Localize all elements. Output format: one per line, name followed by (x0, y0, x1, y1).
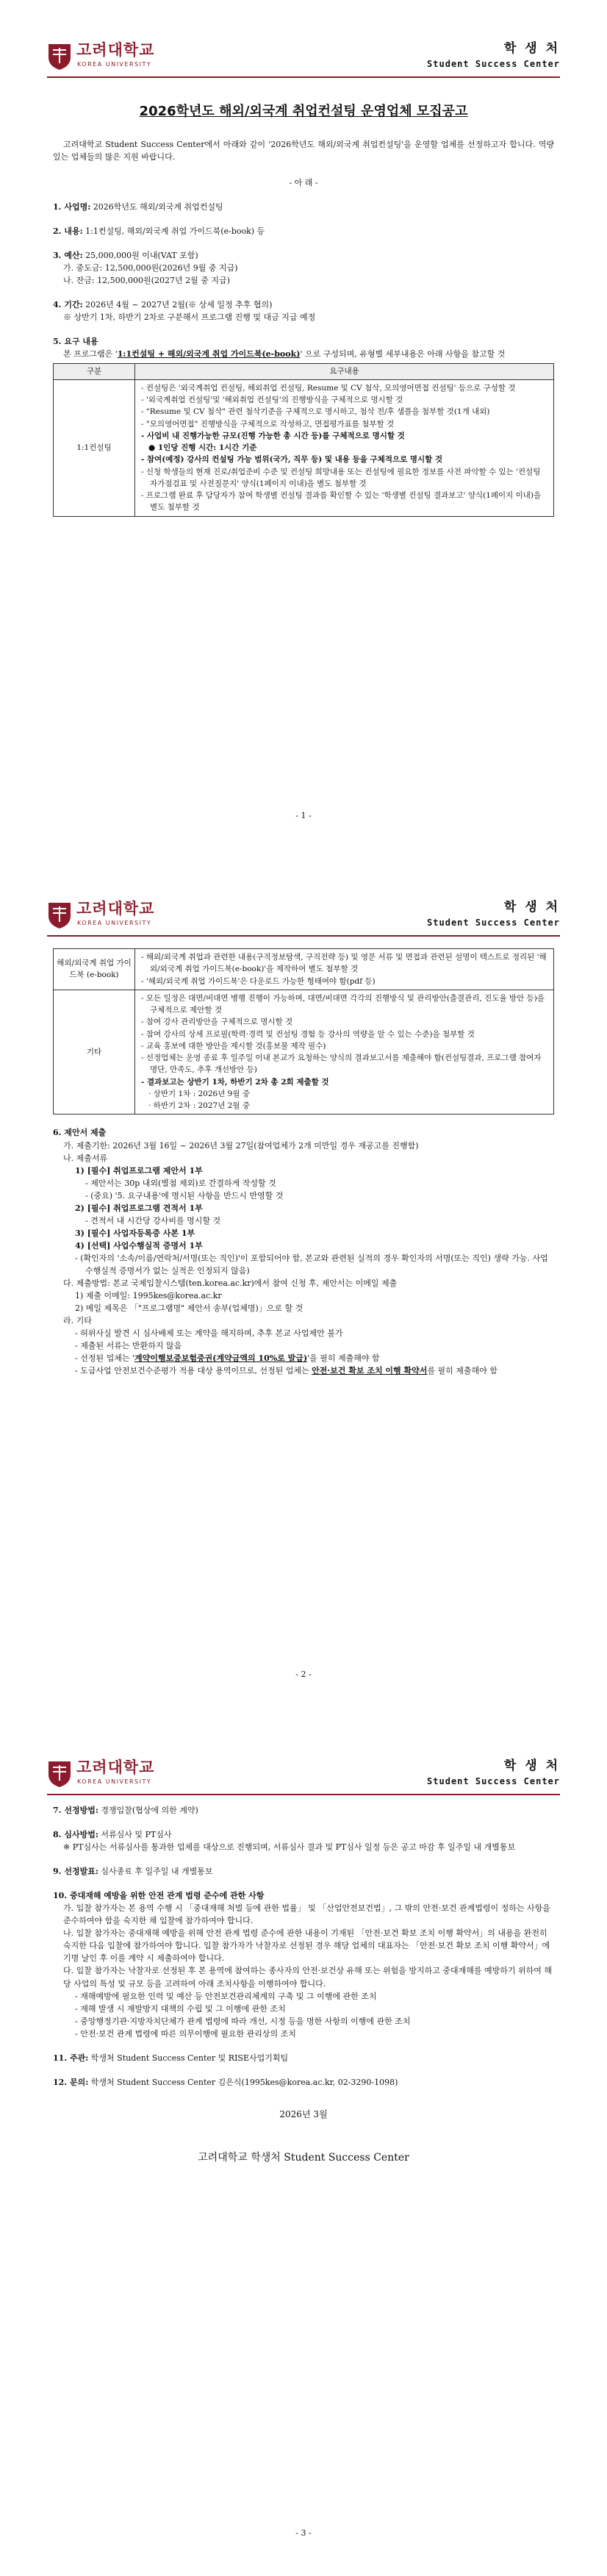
list-item: - 해외/외국계 취업과 관련한 내용(구직정보탐색, 구직전략 등) 및 영문 서류 및 면접과 관련된 설명이 텍스트로 정리된 '해외/외국계 취업 가이드북(e-book)'을 제작하여 별도 첨부할 것 (141, 953, 547, 974)
page-3 (0, 1717, 607, 2576)
list-item: - '해외/외국계 취업 가이드북'은 다운로드 가능한 형태여야 함(pdf 등) (141, 976, 376, 986)
section-6-c1: 1) 제출 이메일: 1995kes@korea.ac.kr (75, 1291, 222, 1301)
section-6-b4: 4) [선택] 사업수행실적 증명서 1부 (75, 1240, 203, 1251)
section-10-title: 10. 중대재해 예방을 위한 안전 관계 법령 준수에 관한 사항 (53, 1891, 265, 1901)
section-6-d1: - 허위사실 발견 시 심사배제 또는 계약을 해지하며, 추후 본교 사업제안 불가 (75, 1328, 343, 1339)
section-10-b: 나. 입찰 참가자는 중대재해 예방을 위해 안전 관계 법령 준수에 관한 내용이 기재된 「안전·보건 확보 조치 이행 확약서」의 내용을 완전히 숙지한 다음 입찰에 참가하여야 합니다. 입찰 참가자가 낙찰자로 선정된 경우 해당 업체의 대표자는 「안전·보건 확보 조치 이행 확약서」에 기명 날인 후 이를 계약 시 제출하여야 합니다. (63, 1928, 550, 1964)
table-row (54, 379, 554, 516)
page-title: 2026학년도 해외/외국계 취업컨설팅 운영업체 모집공고 (139, 104, 468, 119)
list-item: - 참여 강사 관리방안을 구체적으로 명시할 것 (141, 1017, 293, 1027)
section-1: 1. 사업명: 2026학년도 해외/외국계 취업컨설팅 (53, 202, 223, 212)
section-6-d4: - 도급사업 안전보건수준평가 적용 대상 용역이므로, 선정된 업체는 안전·보건 확보 조치 이행 확약서를 필히 제출해야 함 (75, 1366, 498, 1376)
announcement-date: 2026년 3월 (279, 2108, 328, 2119)
office-name-korean: 학 생 처 (503, 1759, 560, 1773)
section-6-c: 다. 제출방법: 본교 국제입찰시스템(ten.korea.ac.kr)에서 참여 신청 후, 제안서는 이메일 제출 (63, 1278, 398, 1289)
table-row (54, 949, 554, 990)
section-3: 3. 예산: 25,000,000원 이내(VAT 포함) (53, 251, 198, 261)
row-details (135, 990, 554, 1115)
section-5-intro: 본 프로그램은 '1:1컨설팅 + 해외/외국계 취업 가이드북(e-book)' 으로 구성되며, 유형별 세부내용은 아래 사항을 참고할 것 (63, 349, 506, 359)
section-6-b2-i: - 견적서 내 시간당 강사비를 명시할 것 (85, 1215, 221, 1226)
table-header-requirements: 요구내용 (135, 364, 554, 379)
list-item: - "모의영어면접" 진행방식을 구체적으로 작성하고, 면접평가표를 첨부할 것 (141, 419, 395, 429)
section-7: 7. 선정방법: 경쟁입찰(협상에 의한 계약) (53, 1806, 198, 1815)
table-row (54, 990, 554, 1115)
logo-korean: 고려대학교 (76, 1759, 155, 1776)
section-6-d: 라. 기타 (63, 1316, 92, 1326)
page-header (47, 38, 560, 78)
logo-english: KOREA UNIVERSITY (77, 1778, 152, 1785)
university-logo (47, 1756, 194, 1789)
section-6-title: 6. 제안서 제출 (53, 1128, 107, 1138)
university-logo (47, 897, 194, 931)
section-6-c2: 2) 메일 제목은 「"프로그램명" 제안서 송부(업체명)」으로 할 것 (75, 1303, 304, 1314)
list-item: ● 1인당 진행 시간: 1시간 기준 (148, 443, 257, 453)
section-8: 8. 심사방법: 서류심사 및 PT심사 (53, 1830, 172, 1840)
row-details (135, 379, 554, 516)
list-item: - 모든 일정은 대면/비대면 병행 진행이 가능하며, 대면/비대면 각각의 진행방식 및 관리방안(출결관리, 진도율 방안 등)을 구체적으로 제안할 것 (141, 993, 545, 1015)
section-8-note: ※ PT심사는 서류심사를 통과한 업체를 대상으로 진행되며, 서류심사 결과 및 PT심사 일정 등은 공고 마감 후 일주일 내 개별통보 (63, 1842, 516, 1853)
crest-icon (47, 1759, 72, 1788)
intro-paragraph: 고려대학교 Student Success Center에서 아래와 같이 '2026학년도 해외/외국계 취업컨설팅'을 운영할 업체를 선정하고자 합니다. 역량 있는 업체들의 많은 지원 바랍니다. (53, 139, 554, 162)
logo-english: KOREA UNIVERSITY (77, 61, 152, 68)
list-item: - 참여(예정) 강사의 컨설팅 가능 범위(국가, 직무 등) 및 내용 등을 구체적으로 명시할 것 (141, 455, 443, 465)
logo-english: KOREA UNIVERSITY (77, 920, 152, 926)
section-6-b3: 3) [필수] 사업자등록증 사본 1부 (75, 1228, 195, 1238)
list-item: - 선정업체는 운영 종료 후 일주일 이내 본교가 요청하는 양식의 결과보고서를 제출해야 함(컨설팅결과, 프로그램 참여자 명단, 만족도, 추후 개선방안 등) (141, 1053, 542, 1075)
section-10-c: 다. 입찰 참가자는 낙찰자로 선정된 후 본 용역에 참여하는 종사자의 안전·보건상 유해 또는 위험을 방지하고 중대재해를 예방하기 위하여 해당 사업의 특성 및 규모 등을 고려하여 아래 조치사항을 이행하여야 합니다. (63, 1966, 552, 1989)
list-item: - "Resume 및 CV 첨삭" 관련 첨삭기준을 구체적으로 명시하고, 첨삭 전/후 샘플을 첨부할 것(1개 내외) (141, 407, 490, 417)
section-4: 4. 기간: 2026년 4월 ~ 2027년 2월(※ 상세 일정 추후 협의) (53, 300, 273, 310)
list-item: - 사업비 내 진행가능한 규모(진행 가능한 총 시간 등)를 구체적으로 명시할 것 (141, 431, 405, 440)
section-11: 11. 주관: 학생처 Student Success Center 및 RISE사업기획팀 (53, 2053, 289, 2063)
office-name-english: Student Success Center (427, 1776, 560, 1786)
page-2 (0, 859, 607, 1717)
list-item: - 프로그램 완료 후 담당자가 참여 학생별 컨설팅 결과를 확인할 수 있는 '학생별 컨설팅 결과보고' 양식(1페이지 이내)을 별도 첨부할 것 (141, 491, 542, 512)
crest-icon (47, 900, 72, 929)
section-12: 12. 문의: 학생처 Student Success Center 김은식(1995kes@korea.ac.kr, 02-3290-1098) (53, 2077, 398, 2087)
list-item: - 재해예방에 필요한 인력 및 예산 등 안전보건관리체계의 구축 및 그 이행에 관한 조치 (75, 1991, 377, 2001)
list-item: - 안전·보건 관계 법령에 따른 의무이행에 필요한 관리상의 조치 (75, 2028, 296, 2039)
row-category: 기타 (54, 990, 135, 1115)
section-4-note: ※ 상반기 1차, 하반기 2차로 구분해서 프로그램 진행 및 대금 지급 예정 (63, 312, 316, 323)
table-header-category: 구분 (54, 364, 135, 379)
section-6-b1: 1) [필수] 취업프로그램 제안서 1부 (75, 1165, 203, 1176)
page-header (47, 1756, 560, 1795)
list-item: · 상반기 1차 : 2026년 9월 중 (148, 1089, 250, 1098)
requirements-table (53, 363, 554, 516)
section-3-a: 가. 중도금: 12,500,000원(2026년 9월 중 지급) (63, 263, 238, 273)
list-item: - 재해 발생 시 재발방지 대책의 수립 및 그 이행에 관한 조치 (75, 2003, 286, 2014)
office-name-english: Student Success Center (427, 59, 560, 69)
section-6-a: 가. 제출기한: 2026년 3월 16일 ~ 2026년 3월 27일(참여업체가 2개 미만일 경우 재공고를 진행함) (63, 1140, 419, 1151)
section-9: 9. 선정발표: 심사종료 후 일주일 내 개별통보 (53, 1867, 213, 1877)
list-item: - 신청 학생들의 현재 진로/취업준비 수준 및 컨설팅 희망내용 또는 컨설팅에 필요한 정보를 사전 파악할 수 있는 '컨설팅 자가점검표 및 사전질문지' 양식(1페이지 이내)을 별도 첨부할 것 (141, 467, 541, 488)
office-name-korean: 학 생 처 (503, 41, 560, 56)
section-6-b: 나. 제출서류 (63, 1153, 108, 1163)
list-item: - 교육 홍보에 대한 방안을 제시할 것(홍보물 제작 필수) (141, 1041, 326, 1051)
logo-korean: 고려대학교 (76, 900, 155, 917)
row-category: 해외/외국계 취업 가이드북 (e-book) (54, 949, 135, 990)
list-item: - 결과보고는 상반기 1차, 하반기 2차 총 2회 제출할 것 (141, 1077, 329, 1087)
page-header (47, 897, 560, 937)
row-category: 1:1컨설팅 (54, 379, 135, 516)
section-6-d2: - 제출된 서류는 반환하지 않음 (75, 1341, 182, 1351)
section-6-b2: 2) [필수] 취업프로그램 견적서 1부 (75, 1203, 203, 1213)
list-item: - '외국계취업 컨설팅'및 '해외취업 컨설팅'의 진행방식을 구체적으로 명시할 것 (141, 395, 403, 404)
page-number: - 1 - (295, 810, 312, 820)
list-item: - 컨설팅은 '외국계취업 컨설팅, 해외취업 컨설팅, Resume 및 CV 첨삭, 모의영어면접 컨설팅' 등으로 구성할 것 (141, 383, 516, 393)
section-2: 2. 내용: 1:1컨설팅, 해외/외국계 취업 가이드북(e-book) 등 (53, 226, 265, 237)
section-5-title: 5. 요구 내용 (53, 337, 98, 347)
logo-korean: 고려대학교 (76, 41, 155, 59)
list-item: - 중앙행정기관·지방자치단체가 관계 법령에 따라 개선, 시정 등을 명한 사항의 이행에 관한 조치 (75, 2016, 411, 2026)
office-name-english: Student Success Center (427, 917, 560, 928)
crest-icon (47, 41, 72, 71)
requirements-table-continued (53, 948, 554, 1115)
issuing-organization: 고려대학교 학생처 Student Success Center (198, 2152, 409, 2164)
section-6-d3: - 선정된 업체는 '계약이행보증보험증권(계약금액의 10%로 발급)'을 필히 제출해야 함 (75, 1353, 380, 1364)
section-6-b4-i: - (확인자의 '소속/이름/연락처/서명(또는 직인)'이 포함되어야 함, 본교와 관련된 실적의 경우 확인자의 서명(또는 직인) 생략 가능. 사업수행실적 증명서가 없는 실적은 인정되지 않음) (75, 1253, 548, 1276)
section-10-a: 가. 입찰 참가자는 본 용역 수행 시 「중대재해 처벌 등에 관한 법률」 및 「산업안전보건법」, 그 밖의 안전·보건 관계법령이 정하는 사항을 준수하여야 함을 숙지한 채 입찰에 참가하여야 합니다. (63, 1903, 550, 1926)
section-6-b1-i: - 제안서는 30p 내외(별첨 제외)로 간결하게 작성할 것 (85, 1178, 276, 1188)
page-number: - 3 - (295, 2527, 312, 2538)
below-marker: - 아 래 - (289, 177, 318, 187)
list-item: - 참여 강사의 상세 프로필(학력·경력 및 컨설팅 경험 등 강사의 역량을 알 수 있는 수준)을 첨부할 것 (141, 1029, 475, 1039)
page-1 (0, 0, 607, 859)
list-item: · 하반기 2차 : 2027년 2월 중 (148, 1101, 250, 1111)
section-3-b: 나. 잔금: 12,500,000원(2027년 2월 중 지급) (63, 276, 230, 286)
row-details (135, 949, 554, 990)
office-name-korean: 학 생 처 (503, 900, 560, 915)
section-6-b1-ii: - (중요) '5. 요구내용'에 명시된 사항을 반드시 반영할 것 (85, 1190, 284, 1201)
page-number: - 2 - (295, 1669, 312, 1679)
university-logo (47, 38, 194, 72)
